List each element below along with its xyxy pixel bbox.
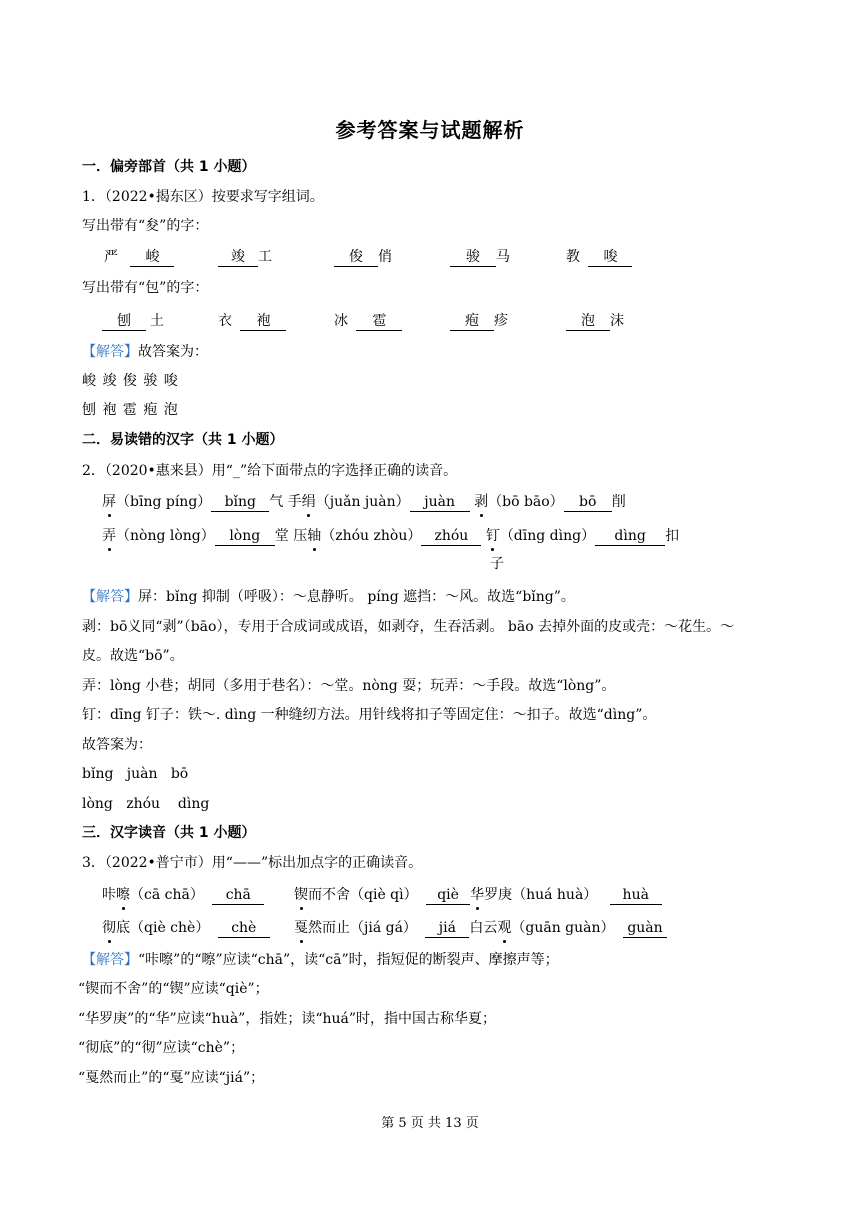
q2-answer-6: dìng	[595, 527, 665, 546]
q1-label-a: 写出带有“夋”的字：	[82, 218, 209, 234]
q3-prefix-6: 白云	[469, 920, 498, 936]
q1a-answer-4: 骏	[450, 248, 496, 267]
q3-explanation-2: “锲而不舍”的“锲”应读“qiè”；	[78, 981, 269, 997]
q3-dotted-char-2: 锲	[294, 887, 308, 903]
q1b-item-3	[334, 311, 402, 331]
q3-explanation-5: “戛然而止”的“戛”应读“jiá”；	[78, 1070, 265, 1086]
q2-answer-line-1: bǐng juàn bō	[82, 766, 189, 782]
q1b-item-2	[218, 311, 286, 331]
q1b-answer-5: 泡	[566, 312, 610, 331]
q1a-item-4	[450, 247, 510, 267]
q1a-suffix-4: 马	[496, 249, 510, 265]
q2-rest-4: 堂 压	[274, 528, 308, 544]
q3-dotted-char-3: 华	[470, 887, 485, 903]
q1a-suffix-2: 工	[258, 249, 272, 265]
q1b-answer-4: 疱	[450, 312, 494, 331]
q1a-item-5	[566, 247, 632, 267]
q1b-answer-1: 刨	[102, 312, 146, 331]
question-3: 3．（2022•普宁市）用“——”标出加点字的正确读音。	[82, 855, 423, 871]
q1a-answer-5: 唆	[588, 248, 632, 267]
q3-answer-1: chā	[212, 886, 264, 905]
q3-prefix-1: 咔	[102, 887, 116, 903]
answer-tag: 【解答】	[82, 589, 138, 605]
q3-answer-5: jiá	[425, 919, 469, 938]
q2-dotted-char-5: 轴	[307, 528, 322, 544]
q2-explanation-1	[82, 587, 575, 607]
q3-options-4: 底（qiè chè）	[116, 920, 210, 936]
q2-wrap-char: 子	[490, 556, 504, 572]
q3-explanation-4: “彻底”的“彻”应读“chè”；	[78, 1040, 245, 1056]
q1a-item-2	[218, 247, 272, 267]
answer-tag: 【解答】	[82, 344, 138, 360]
section-2-heading: 二．易读错的汉字（共 1 小题）	[82, 432, 284, 448]
q1-row-a	[104, 247, 174, 267]
q1a-answer-2: 竣	[218, 248, 258, 267]
q1b-suffix-1: 土	[150, 313, 164, 329]
page-footer: 第 5 页 共 13 页	[381, 1116, 479, 1131]
q2-answer-2: juàn	[410, 493, 470, 512]
q1b-suffix-4: 疹	[494, 313, 508, 329]
q3-explanation-3: “华罗庚”的“华”应读“huà”，指姓；读“huá”时，指中国古称华夏；	[78, 1011, 497, 1027]
q1b-answer-2: 袍	[240, 312, 286, 331]
q2-rest-6: 扣	[665, 528, 680, 544]
q2-options-6: （dīng dìng）	[499, 528, 596, 544]
q2-dotted-char-2: 绢	[301, 494, 316, 510]
q3-row-1	[102, 885, 264, 905]
q1-answer-line-1: 峻 竣 俊 骏 唆	[82, 373, 179, 389]
q3-answer-4: chè	[218, 919, 270, 938]
q3-dotted-char-6: 观	[497, 920, 512, 936]
q2-explanation-2: 剥：bō义同“剥”（bāo），专用于合成词或成语，如剥夺，生吞活剥。 bāo 去掉外面的皮或壳：～花生。～	[82, 619, 735, 635]
q2-answer-line-2: lòng zhóu dìng	[82, 796, 210, 812]
q1b-answer-3: 雹	[356, 312, 402, 331]
q2-row-2	[102, 526, 679, 546]
q2-options-3: （bō bāo）	[488, 494, 564, 510]
q1b-prefix-2: 衣	[218, 313, 232, 329]
q3-dotted-char-5: 戛	[294, 920, 308, 936]
q3-row-2	[102, 918, 270, 938]
q2-explanation-5: 钉：dīng 钉子：铁～. dìng 一种缝纫方法。用针线将扣子等固定住：～扣子。故选“dìng”。	[82, 707, 657, 723]
q2-options-1: （bīng píng）	[116, 494, 212, 510]
page-title: 参考答案与试题解析	[335, 118, 525, 142]
q2-explanation-3: 皮。故选“bō”。	[82, 648, 184, 664]
q1a-prefix-5: 教	[566, 249, 580, 265]
q1b-item-1	[102, 311, 164, 331]
q1-label-b: 写出带有“包”的字：	[82, 280, 209, 296]
q1a-suffix-3: 俏	[378, 249, 392, 265]
q2-dotted-char-3: 剥	[474, 494, 489, 510]
q3-options-2: 而不舍（qiè qì）	[308, 887, 418, 903]
question-2: 2．（2020•惠来县）用“_”给下面带点的字选择正确的读音。	[82, 463, 458, 479]
question-1: 1．（2022•揭东区）按要求写字组词。	[82, 189, 324, 205]
q3-exp-text-1: “咔嚓”的“嚓”应读“chā”，读“cā”时，指短促的断裂声、摩擦声等；	[138, 952, 559, 968]
q3-dotted-char-1: 嚓	[116, 887, 130, 903]
q1a-answer-3: 俊	[334, 248, 378, 267]
q2-dotted-char-4: 弄	[102, 528, 116, 544]
q2-explanation-6: 故答案为：	[82, 737, 152, 753]
q3-answer-6: guàn	[623, 919, 667, 938]
answer-tag: 【解答】	[82, 952, 138, 968]
q1a-answer-1: 峻	[130, 248, 174, 267]
q2-exp-text-1: 屏：bǐng 抑制（呼吸）：～息静听。 píng 遮挡：～风。故选“bǐng”。	[138, 589, 575, 605]
q1b-item-5	[566, 311, 624, 331]
q2-answer-3: bō	[564, 493, 612, 512]
q3-answer-3: huà	[610, 886, 662, 905]
q1a-prefix1: 严	[104, 249, 118, 265]
answer-text: 故答案为：	[138, 344, 208, 360]
q1b-suffix-5: 沫	[610, 313, 624, 329]
q2-answer-4: lòng	[215, 527, 275, 546]
q3-explanation-1	[82, 950, 559, 970]
q2-answer-5: zhóu	[421, 527, 481, 546]
q2-rest-3: 削	[611, 494, 626, 510]
q3-item-5	[294, 918, 667, 938]
q3-options-3: 罗庚（huá huà）	[484, 887, 598, 903]
q2-explanation-4: 弄：lòng 小巷；胡同（多用于巷名）：～堂。nòng 耍；玩弄：～手段。故选“lòng”。	[82, 678, 616, 694]
q1a-item-3	[334, 247, 392, 267]
q3-answer-2: qiè	[426, 886, 470, 905]
q3-options-6: （guān guàn）	[511, 920, 615, 936]
q2-row-1	[102, 492, 626, 512]
q2-rest-1: 气 手	[269, 494, 302, 510]
q3-options-5: 然而止（jiá gá）	[308, 920, 417, 936]
q2-options-4: （nòng lòng）	[116, 528, 215, 544]
q3-options-1: （cā chā）	[130, 887, 204, 903]
q2-options-2: （juǎn juàn）	[315, 494, 410, 510]
q1b-item-4	[450, 311, 508, 331]
q2-answer-1: bǐng	[211, 493, 269, 512]
q3-item-2	[294, 885, 662, 905]
q1-answer-intro	[82, 342, 208, 362]
q2-options-5: （zhóu zhòu）	[321, 528, 422, 544]
q2-dotted-char-6: 钉	[485, 528, 500, 544]
section-3-heading: 三．汉字读音（共 1 小题）	[82, 825, 256, 841]
q2-dotted-char-1: 屏	[102, 494, 116, 510]
q1-answer-line-2: 刨 袍 雹 疱 泡	[82, 402, 179, 418]
q1b-prefix-3: 冰	[334, 313, 348, 329]
section-1-heading: 一．偏旁部首（共 1 小题）	[82, 159, 256, 175]
q3-dotted-char-4: 彻	[102, 920, 116, 936]
